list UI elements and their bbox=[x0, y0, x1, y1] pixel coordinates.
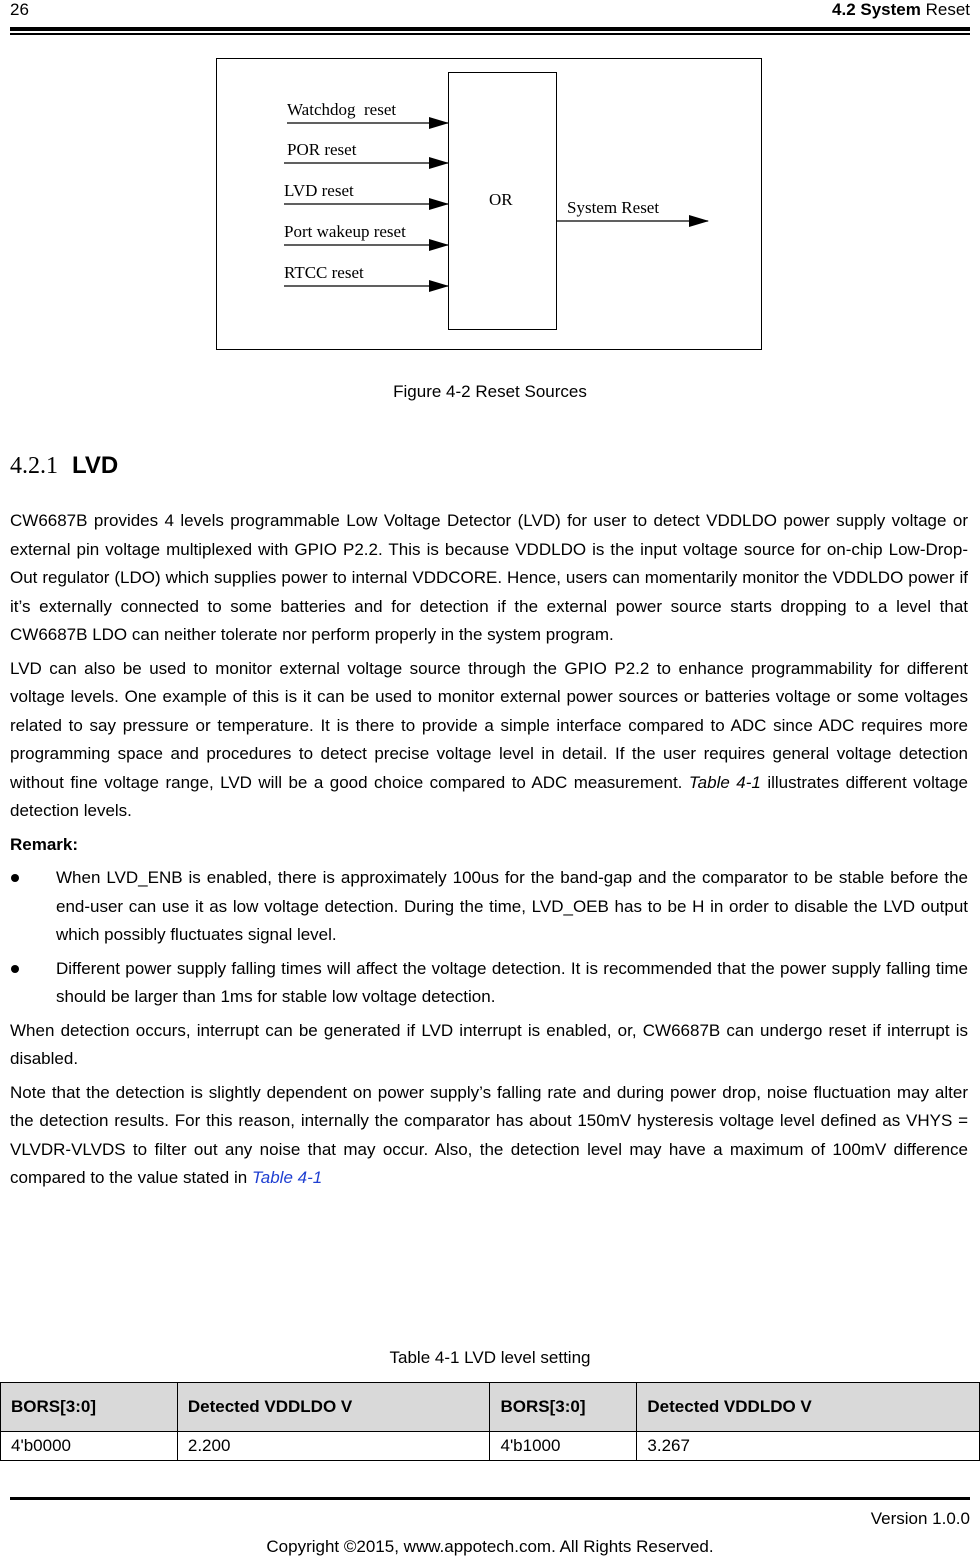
input-label-port-wakeup: Port wakeup reset bbox=[284, 222, 406, 241]
or-gate-label: OR bbox=[489, 190, 513, 209]
table-cell: 2.200 bbox=[177, 1432, 490, 1461]
table-header-cell: BORS[3:0] bbox=[1, 1383, 178, 1432]
bullet-icon bbox=[11, 965, 19, 973]
figure-caption: Figure 4-2 Reset Sources bbox=[393, 382, 587, 401]
paragraph: When detection occurs, interrupt can be generated if LVD interrupt is enabled, or, CW6687B can undergo reset if interrupt is disabled. bbox=[10, 1020, 968, 1068]
section-heading bbox=[10, 452, 118, 480]
remark-label: Remark: bbox=[10, 834, 79, 854]
paragraph-text: Note that the detection is slightly dependent on power supply’s falling rate and during power drop, noise fluctuation may alter the detection results. For this reason, internally the comparator has about 150mV hysteresis voltage level defined as VHYS = VLVDR-VLVDS to filter out any noise that may occur. Also, the detection level may have a maximum of 100mV difference compared to the value stated in bbox=[10, 1082, 968, 1187]
paragraph bbox=[10, 655, 968, 826]
header-rule-thin bbox=[10, 33, 970, 35]
version-label: Version 1.0.0 bbox=[870, 1509, 970, 1528]
paragraph-text: illustrates different voltage detection levels. bbox=[10, 772, 968, 820]
bullet-icon bbox=[11, 874, 19, 882]
bullet-item bbox=[10, 864, 968, 950]
reset-sources-diagram bbox=[216, 58, 762, 350]
page-header bbox=[10, 0, 970, 22]
output-label: System Reset bbox=[567, 198, 660, 217]
table-header-row bbox=[1, 1383, 980, 1432]
bullet-text: Different power supply falling times will affect the voltage detection. It is recommended that the power supply falling time should be larger than 1ms for stable low voltage detection. bbox=[56, 958, 968, 1006]
section-header-bold: 4.2 System bbox=[832, 0, 921, 19]
input-label-por: POR reset bbox=[287, 140, 357, 159]
table-caption: Table 4-1 LVD level setting bbox=[389, 1348, 591, 1367]
section-number: 4.2.1 bbox=[10, 453, 58, 479]
table-header-cell: BORS[3:0] bbox=[490, 1383, 637, 1432]
paragraph: CW6687B provides 4 levels programmable Low Voltage Detector (LVD) for user to detect VDDLDO power supply voltage or external pin voltage multiplexed with GPIO P2.2. This is because VDDLDO is the input voltage source for on-chip Low-Drop-Out regulator (LDO) which supplies power to internal VDDCORE. Hence, users can momentarily monitor the VDDLDO power if it’s externally connected to some batteries and for detection if the external power source starts dropping to a level that CW6687B LDO can neither tolerate nor perform properly in the system program. bbox=[10, 511, 968, 644]
bullet-text: When LVD_ENB is enabled, there is approximately 100us for the band-gap and the comparator to be stable before the end-user can use it as low voltage detection. During the time, LVD_OEB has to be H in order to disable the LVD output which possibly fluctuates signal level. bbox=[56, 868, 968, 944]
table-cell: 4'b0000 bbox=[1, 1432, 178, 1461]
table-header-cell: Detected VDDLDO V bbox=[637, 1383, 980, 1432]
section-title: LVD bbox=[72, 452, 119, 479]
table-row bbox=[1, 1432, 980, 1461]
body-text bbox=[10, 507, 968, 1198]
table-cell: 3.267 bbox=[637, 1432, 980, 1461]
footer-rule bbox=[10, 1497, 970, 1500]
section-header-rest: Reset bbox=[920, 0, 970, 19]
section-header bbox=[832, 0, 970, 20]
lvd-level-table bbox=[0, 1382, 980, 1461]
page-number: 26 bbox=[10, 0, 29, 19]
paragraph bbox=[10, 1079, 968, 1193]
bullet-item bbox=[10, 955, 968, 1012]
header-rule-thick bbox=[10, 27, 970, 31]
table-reference: Table 4-1 bbox=[688, 772, 761, 792]
table-link[interactable]: Table 4-1 bbox=[251, 1168, 323, 1187]
input-label-lvd: LVD reset bbox=[284, 181, 354, 200]
copyright-text: Copyright ©2015, www.appotech.com. All Rights Reserved. bbox=[266, 1537, 714, 1556]
input-label-rtcc: RTCC reset bbox=[284, 263, 364, 282]
table-header-cell: Detected VDDLDO V bbox=[177, 1383, 490, 1432]
input-label-watchdog: Watchdog reset bbox=[287, 100, 397, 119]
table-cell: 4'b1000 bbox=[490, 1432, 637, 1461]
paragraph-text: LVD can also be used to monitor external voltage source through the GPIO P2.2 to enhance programmability for different voltage levels. One example of this is it can be used to monitor external power sources or batteries voltage or some voltages related to say pressure or temperature. It is there to provide a simple interface compared to ADC since ADC requires more programming space and procedures to detect precise voltage level in detail. If the user requires general voltage detection without fine voltage range, LVD will be a good choice compared to ADC measurement. bbox=[10, 658, 968, 792]
